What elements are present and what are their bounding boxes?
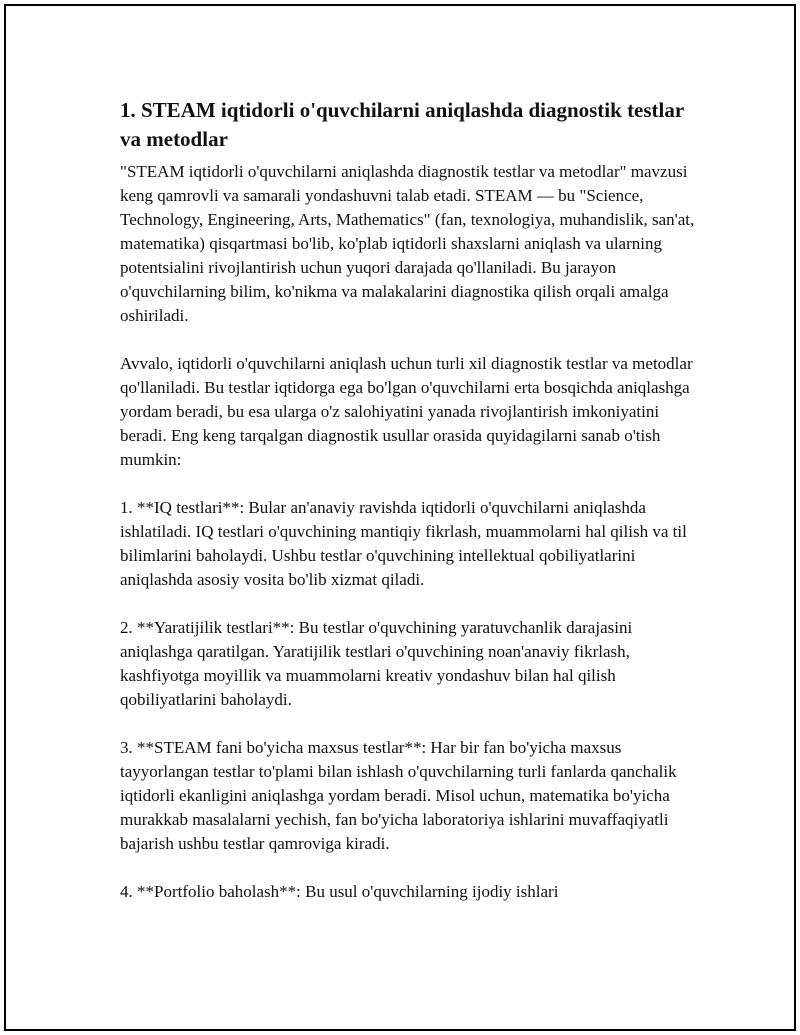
document-content (120, 96, 695, 928)
list-item-iq-tests: 1. **IQ testlari**: Bular an'anaviy ravishda iqtidorli o'quvchilarni aniqlashda ishlatiladi. IQ testlari o'quvchining mantiqiy fikrlash, muammolarni hal qilish va til bilimlarini baholaydi. Ushbu testlar o'quvchining intellektual qobiliyatlarini aniqlashda asosiy vosita bo'lib xizmat qiladi. (120, 498, 687, 589)
section-heading: 1. STEAM iqtidorli o'quvchilarni aniqlashda diagnostik testlar va metodlar (120, 98, 684, 151)
paragraph-overview: Avvalo, iqtidorli o'quvchilarni aniqlash uchun turli xil diagnostik testlar va metodlar qo'llaniladi. Bu testlar iqtidorga ega bo'lgan o'quvchilarni erta bosqichda aniqlashga yordam beradi, bu esa ularga o'z salohiyatini yanada rivojlantirish imkoniyatini beradi. Eng keng tarqalgan diagnostik usullar orasida quyidagilarni sanab o'tish mumkin: (120, 354, 693, 469)
list-item-steam-tests: 3. **STEAM fani bo'yicha maxsus testlar**: Har bir fan bo'yicha maxsus tayyorlangan testlar to'plami bilan ishlash o'quvchilarning turli fanlarda qanchalik iqtidorli ekanligini aniqlashga yordam beradi. Misol uchun, matematika bo'yicha murakkab masalalarni yechish, fan bo'yicha laboratoriya ishlarini muvaffaqiyatli bajarish ushbu testlar qamroviga kiradi. (120, 738, 677, 853)
paragraph-intro: "STEAM iqtidorli o'quvchilarni aniqlashda diagnostik testlar va metodlar" mavzusi keng qamrovli va samarali yondashuvni talab etadi. STEAM — bu "Science, Technology, Engineering, Arts, Mathematics" (fan, texnologiya, muhandislik, san'at, matematika) qisqartmasi bo'lib, ko'plab iqtidorli shaxslarni aniqlash va ularning potentsialini rivojlantirish uchun yuqori darajada qo'llaniladi. Bu jarayon o'quvchilarning bilim, ko'nikma va malakalarini diagnostika qilish orqali amalga oshiriladi. (120, 162, 695, 325)
list-item-portfolio: 4. **Portfolio baholash**: Bu usul o'quvchilarning ijodiy ishlari (120, 882, 559, 901)
list-item-creativity-tests: 2. **Yaratijilik testlari**: Bu testlar o'quvchining yaratuvchanlik darajasini aniqlashga qaratilgan. Yaratijilik testlari o'quvchining noan'anaviy fikrlash, kashfiyotga moyillik va muammolarni kreativ yondashuv bilan hal qilish qobiliyatlarini baholaydi. (120, 618, 633, 709)
document-page (4, 4, 796, 1031)
